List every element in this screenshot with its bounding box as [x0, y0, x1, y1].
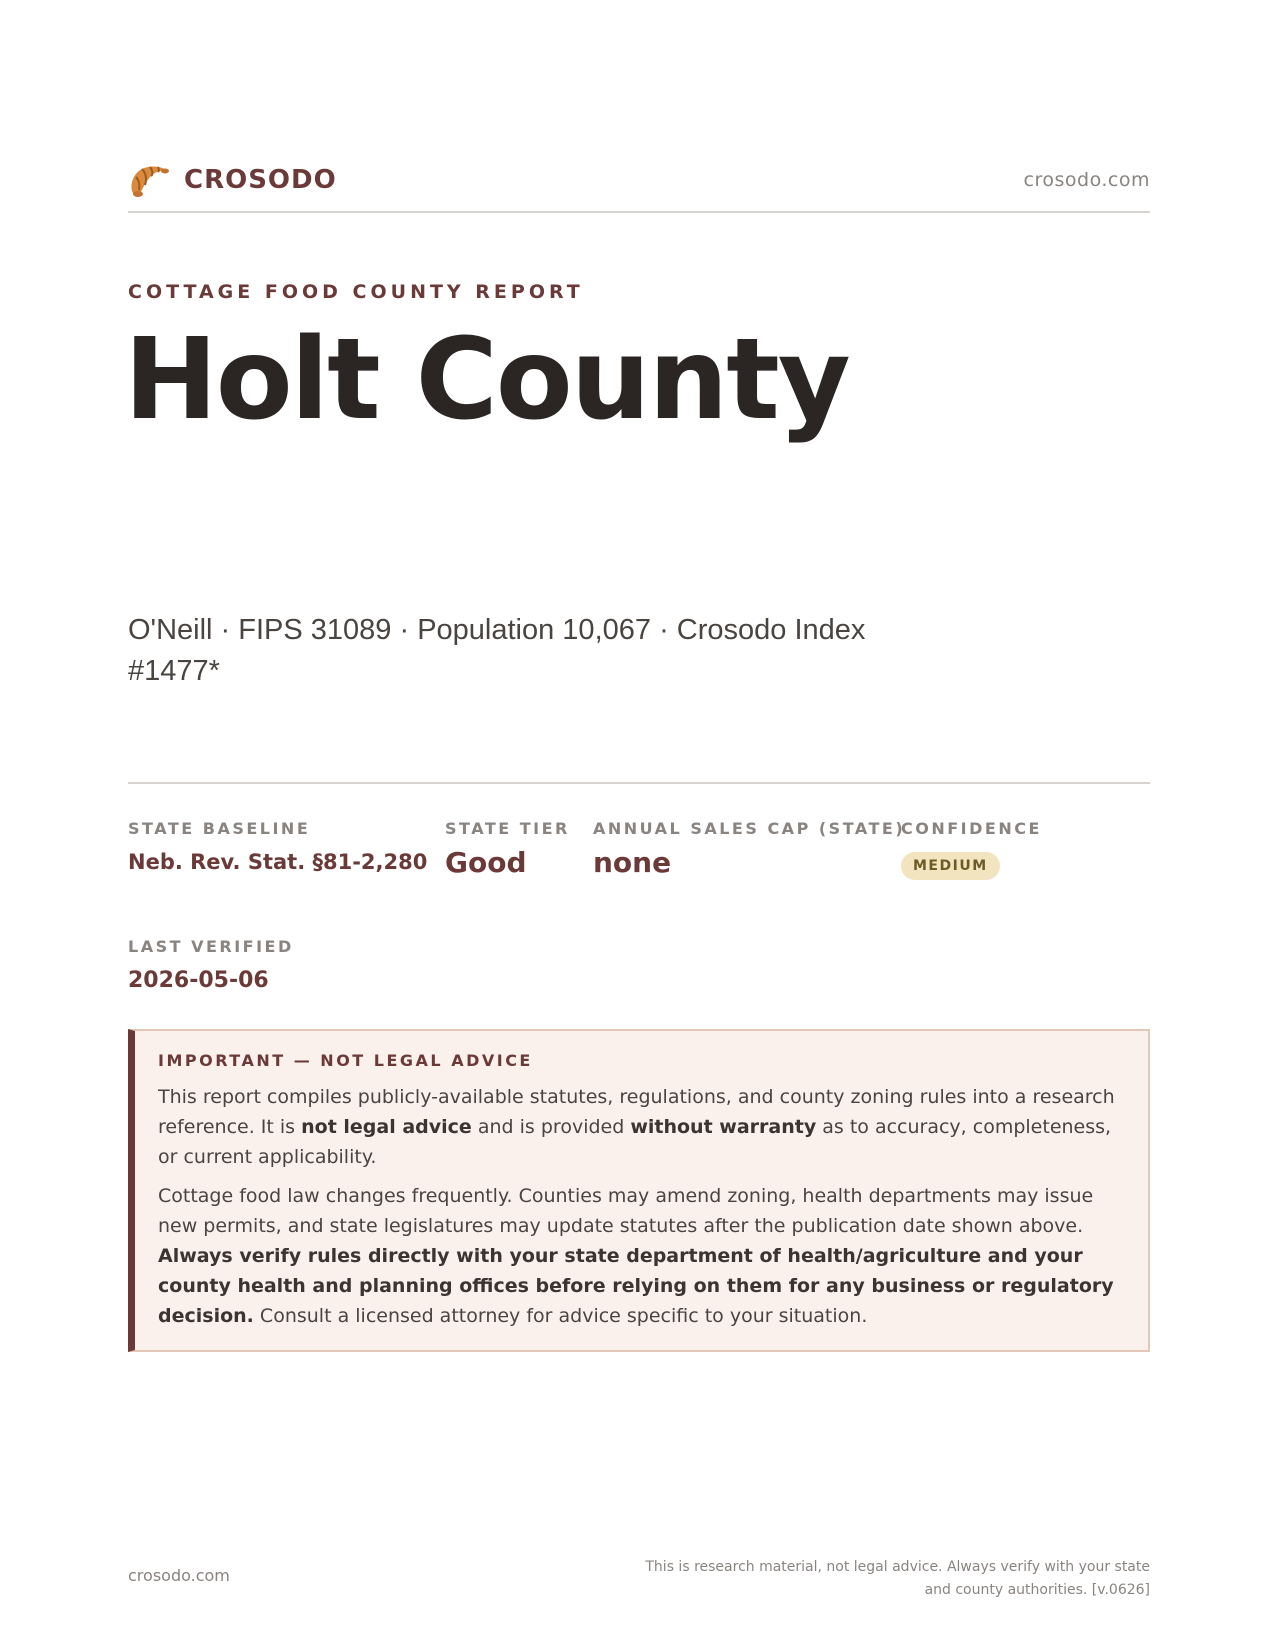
page-title: Holt County: [124, 315, 849, 445]
meta-label: CONFIDENCE: [901, 819, 1042, 838]
meta-label: STATE TIER: [445, 819, 570, 838]
meta-last-verified: [128, 937, 294, 993]
footer-site-url[interactable]: crosodo.com: [128, 1566, 230, 1585]
notice-emphasis: not legal advice: [301, 1116, 472, 1138]
site-url[interactable]: crosodo.com: [1023, 168, 1150, 191]
meta-value: Neb. Rev. Stat. §81-2,280: [128, 850, 428, 874]
notice-text: as to accuracy, completeness, or current applicability.: [158, 1116, 1112, 1168]
report-eyebrow: COTTAGE FOOD COUNTY REPORT: [128, 281, 584, 303]
notice-text: and is provided: [471, 1116, 631, 1138]
notice-emphasis: Always verify rules directly with your state department of health/agriculture and your county health and planning offices before relying on them for any business or regulatory decision.: [158, 1245, 1114, 1327]
meta-state-baseline: [128, 819, 427, 874]
report-subtitle: O'Neill · FIPS 31089 · Population 10,067 · Crosodo Index #1477*: [128, 614, 866, 687]
meta-label: LAST VERIFIED: [128, 937, 294, 956]
notice-text: Cottage food law changes frequently. Counties may amend zoning, health departments may issue new permits, and state legislatures may update statutes after the publication date shown above.: [158, 1185, 1094, 1237]
meta-value: 2026-05-06: [128, 968, 269, 993]
notice-paragraph: [158, 1082, 1122, 1172]
legal-notice: [128, 1029, 1150, 1352]
brand: [128, 161, 337, 199]
meta-confidence: [901, 819, 1042, 880]
confidence-badge: MEDIUM: [901, 852, 1000, 880]
notice-text: Consult a licensed attorney for advice specific to your situation.: [253, 1305, 868, 1327]
footer-disclaimer: [610, 1556, 1150, 1602]
croissant-icon: [128, 161, 170, 199]
meta-label: ANNUAL SALES CAP (STATE): [593, 819, 906, 838]
divider: [128, 782, 1150, 784]
report-header: [128, 158, 1150, 213]
brand-name: CROSODO: [184, 164, 337, 195]
notice-paragraph: [158, 1181, 1122, 1331]
meta-value: Good: [445, 846, 527, 879]
report-page: [124, 0, 1150, 1650]
footer-disclaimer-line: This is research material, not legal advice. Always verify with your state: [645, 1559, 1150, 1575]
notice-emphasis: without warranty: [630, 1116, 817, 1138]
notice-title: IMPORTANT — NOT LEGAL ADVICE: [158, 1051, 533, 1070]
footer-disclaimer-line: and county authorities. [v.0626]: [924, 1582, 1150, 1598]
meta-label: STATE BASELINE: [128, 819, 311, 838]
meta-state-tier: [445, 819, 570, 879]
meta-value: none: [593, 846, 672, 879]
notice-text: This report compiles publicly-available statutes, regulations, and county zoning rules into a research reference. It is: [158, 1086, 1115, 1138]
meta-sales-cap: [593, 819, 905, 879]
